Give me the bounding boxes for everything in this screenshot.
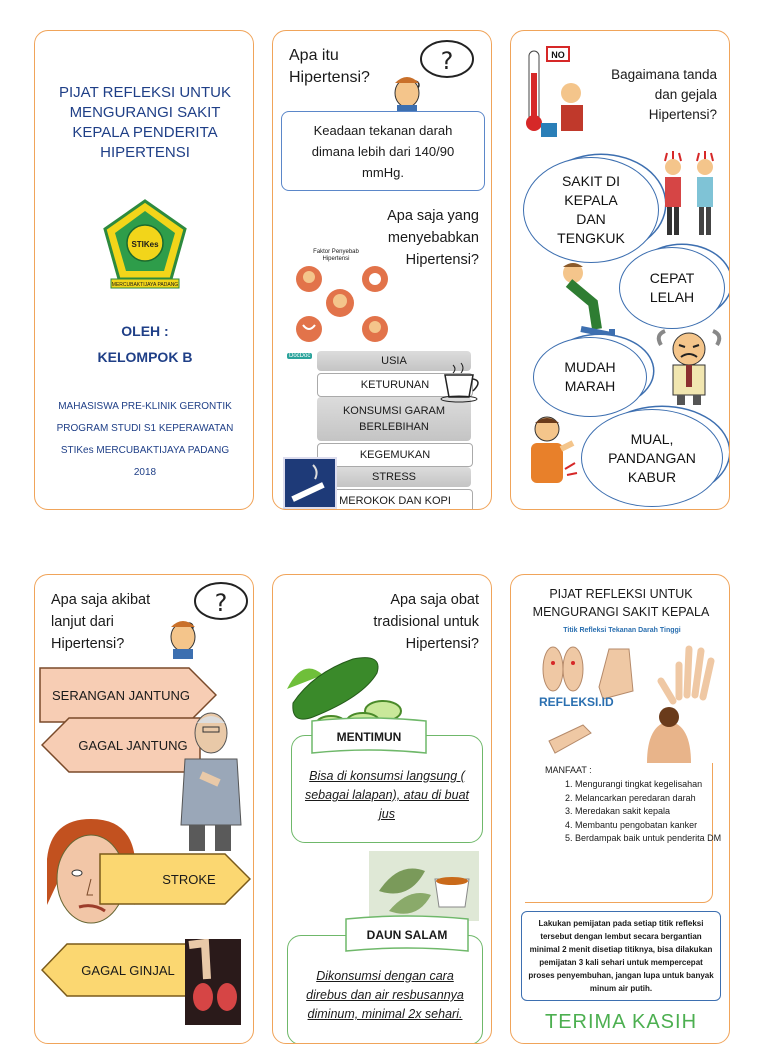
- effect-2-text: GAGAL JANTUNG: [78, 737, 188, 753]
- question-what-is: Apa itu Hipertensi?: [289, 47, 370, 86]
- cover-line-1: MAHASISWA PRE-KLINIK GERONTIK: [58, 401, 232, 412]
- symptom-1-text: SAKIT DI KEPALA DAN TENGKUK: [557, 173, 625, 246]
- causes-figure-title: Faktor Penyebab Hipertensi: [313, 249, 359, 262]
- refleksi-watermark: REFLEKSI.ID: [539, 695, 614, 709]
- cause-merokok: MEROKOK DAN KOPI: [317, 489, 473, 510]
- cause-usia: USIA: [317, 351, 471, 371]
- effect-1-text: SERANGAN JANTUNG: [52, 687, 190, 703]
- manfaat-box: [525, 763, 722, 903]
- manfaat-list: [545, 779, 725, 847]
- effect-arrow-3: [99, 853, 251, 905]
- remedy-2-title: DAUN SALAM: [366, 928, 448, 942]
- symptom-cloud-1: [523, 157, 659, 263]
- docdoc-badge: DocDoc: [289, 353, 311, 359]
- remedy-2-banner: [345, 915, 469, 957]
- bay-leaf-image: [369, 851, 479, 921]
- remedy-1-text: Bisa di konsumsi langsung ( sebagai lalapan), atau di buat jus: [304, 769, 469, 821]
- definition-text: Keadaan tekanan darah dimana lebih dari 140/90 mmHg.: [311, 122, 455, 180]
- definition-box: [281, 111, 485, 191]
- manfaat-label: MANFAAT :: [545, 765, 592, 775]
- thinking-man-icon-2: [161, 579, 253, 661]
- thanks-text: TERIMA KASIH: [544, 1011, 698, 1033]
- old-man-chest-pain-icon: [171, 705, 251, 853]
- manfaat-item: 1. Mengurangi tingkat kegelisahan: [575, 779, 725, 791]
- nauseous-man-icon: [521, 413, 581, 497]
- logo-banner-text: MERCUBAKTIJAYA PADANG: [111, 282, 179, 288]
- instructions-text: Lakukan pemijatan pada setiap titik refleksi tersebut dengan lembut secara bergantian minimal 2 menit disetiap titiknya, bisa dilakukan pemijatan 3 kali sehari untuk mempercepat proses penyembuhan, jangan lupa untuk banyak minum air putih.: [528, 919, 714, 993]
- reflexology-title: PIJAT REFLEKSI UNTUK MENGURANGI SAKIT KEPALA: [532, 587, 710, 619]
- cover-year: 2018: [133, 467, 157, 478]
- cause-keturunan: KETURUNAN: [317, 373, 473, 397]
- angry-man-icon: [651, 325, 727, 405]
- cigarette-icon: [283, 457, 337, 509]
- no-sign-text: NO: [551, 50, 565, 60]
- symptom-cloud-3: [533, 337, 647, 417]
- question-remedies: Apa saja obat tradisional untuk Hipertensi?: [373, 592, 479, 652]
- symptom-4-text: MUAL, PANDANGAN KABUR: [608, 430, 696, 485]
- remedy-1-title: MENTIMUN: [336, 730, 402, 744]
- remedy-2-text: Dikonsumsi dengan cara direbus dan air resbusannya diminum, minimal 2x sehari.: [306, 969, 464, 1021]
- reflexology-image-title: Titik Refleksi Tekanan Darah Tinggi: [563, 627, 681, 634]
- kidney-pain-icon: [171, 939, 251, 1025]
- panel-cover: [34, 30, 254, 510]
- effect-3-text: STROKE: [162, 871, 216, 887]
- symptom-cloud-2: [619, 247, 725, 329]
- panel-remedies: [272, 574, 492, 1044]
- reflexology-image: [529, 621, 715, 763]
- panel-complications: [34, 574, 254, 1044]
- coffee-cup-icon: [439, 361, 487, 403]
- oleh-label: OLEH :: [121, 323, 169, 339]
- svg-text:?: ?: [440, 47, 454, 75]
- panel-symptoms: [510, 30, 730, 510]
- remedy-1-banner: [311, 717, 427, 759]
- symptom-3-text: MUDAH MARAH: [564, 359, 616, 394]
- thermometer-icon: [521, 43, 593, 139]
- manfaat-item: 2. Melancarkan peredaran darah: [575, 793, 725, 805]
- symptom-2-text: CEPAT LELAH: [649, 270, 695, 305]
- symptom-cloud-4: [581, 409, 723, 507]
- cause-kegemukan: KEGEMUKAN: [317, 443, 473, 467]
- cause-garam: KONSUMSI GARAM BERLEBIHAN: [317, 397, 471, 441]
- question-causes: Apa saja yang menyebabkan Hipertensi?: [387, 208, 479, 268]
- effect-4-text: GAGAL GINJAL: [81, 962, 175, 978]
- cover-title: PIJAT REFLEKSI UNTUK MENGURANGI SAKIT KEPALA PENDERITA HIPERTENSI: [59, 84, 231, 161]
- panel-definition: [272, 30, 492, 510]
- svg-text:?: ?: [214, 589, 228, 617]
- cause-stress: STRESS: [317, 467, 471, 487]
- kelompok-label: KELOMPOK B: [97, 349, 193, 365]
- thinking-man-icon: [385, 37, 481, 117]
- cover-line-2: PROGRAM STUDI S1 KEPERAWATAN: [56, 423, 234, 434]
- headache-people-icon: [657, 151, 723, 237]
- cover-line-3: STIKes MERCUBAKTIJAYA PADANG: [60, 445, 230, 456]
- question-symptoms: Bagaimana tanda dan gejala Hipertensi?: [611, 67, 717, 122]
- tired-man-icon: [551, 259, 623, 349]
- stikes-logo: [101, 199, 189, 291]
- manfaat-item: 5. Berdampak baik untuk penderita DM: [575, 833, 725, 845]
- causes-figure: [283, 245, 393, 363]
- logo-center-text: STIKes: [131, 240, 159, 249]
- question-complications: Apa saja akibat lanjut dari Hipertensi?: [51, 592, 151, 652]
- instructions-box: [521, 911, 721, 1001]
- manfaat-item: 4. Membantu pengobatan kanker: [575, 820, 725, 832]
- manfaat-item: 3. Meredakan sakit kepala: [575, 806, 725, 818]
- panel-reflexology: [510, 574, 730, 1044]
